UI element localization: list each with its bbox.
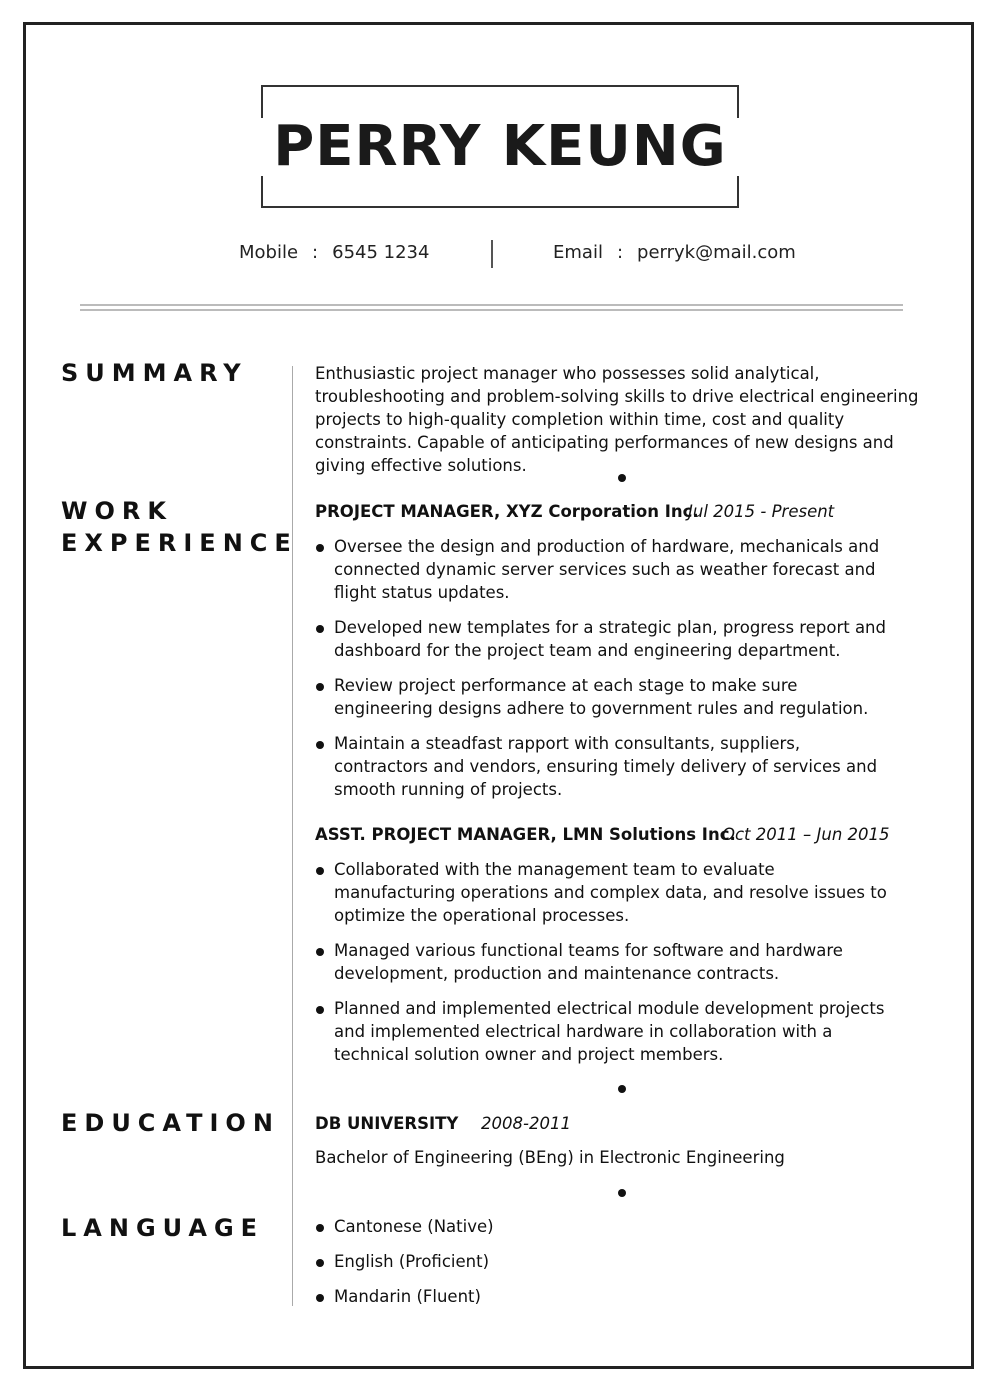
email-value: perryk@mail.com — [637, 242, 796, 263]
contact-divider — [491, 240, 493, 268]
list-item: Collaborated with the management team to evaluate manufacturing operations and complex data, and resolve issues to optimize the operational processes. — [315, 858, 895, 927]
mobile-label: Mobile — [239, 242, 299, 263]
job-title — [315, 823, 736, 846]
list-item: Mandarin (Fluent) — [315, 1285, 895, 1308]
column-divider — [292, 366, 293, 1306]
section-separator-dot — [618, 1085, 626, 1093]
summary-text: Enthusiastic project manager who possesses solid analytical, troubleshooting and problem-solving skills to drive electrical engineering projects to high-quality completion within time, cost and quality constraints. Capable of anticipating performances of new designs and giving effective solutions. — [315, 364, 919, 475]
list-item: Developed new templates for a strategic plan, progress report and dashboard for the project team and engineering department. — [315, 616, 895, 662]
section-title-language: LANGUAGE — [61, 1214, 265, 1242]
job-bullets — [315, 858, 895, 1078]
list-item: Maintain a steadfast rapport with consultants, suppliers, contractors and vendors, ensuring timely delivery of services and smooth running of projects. — [315, 732, 895, 801]
header-rule-top — [80, 304, 903, 306]
section-title-summary: SUMMARY — [61, 359, 248, 387]
section-title-experience: EXPERIENCE — [61, 529, 298, 557]
job-dates: Oct 2011 – Jun 2015 — [722, 825, 890, 844]
list-item: Planned and implemented electrical module development projects and implemented electrical hardware in collaboration with a technical solution owner and project members. — [315, 997, 895, 1066]
job-title-text: ASST. PROJECT MANAGER, LMN Solutions Inc. — [315, 825, 736, 844]
contact-mobile — [239, 241, 429, 265]
education-years: 2008-2011 — [481, 1114, 571, 1133]
email-label: Email — [553, 242, 603, 263]
contact-email — [553, 241, 796, 265]
section-separator-dot — [618, 1189, 626, 1197]
list-item: English (Proficient) — [315, 1250, 895, 1273]
job-bullets — [315, 535, 895, 813]
job-dates: Jul 2015 - Present — [688, 502, 835, 521]
header-rule-bottom — [80, 309, 903, 311]
candidate-name: PERRY KEUNG — [273, 114, 727, 179]
education-degree: Bachelor of Engineering (BEng) in Electronic Engineering — [315, 1148, 785, 1167]
job-title — [315, 500, 699, 523]
mobile-value: 6545 1234 — [332, 242, 430, 263]
list-item: Oversee the design and production of hardware, mechanicals and connected dynamic server services such as weather forecast and flight status updates. — [315, 535, 895, 604]
email-separator: : — [616, 242, 624, 263]
mobile-separator: : — [312, 242, 319, 263]
section-title-work: WORK — [61, 497, 173, 525]
list-item: Cantonese (Native) — [315, 1215, 895, 1238]
list-item: Review project performance at each stage to make sure engineering designs adhere to government rules and regulation. — [315, 674, 895, 720]
school-name: DB UNIVERSITY — [315, 1114, 459, 1133]
section-title-education: EDUCATION — [61, 1109, 280, 1137]
language-list — [315, 1215, 895, 1320]
education-school — [315, 1112, 458, 1135]
list-item: Managed various functional teams for software and hardware development, production and maintenance contracts. — [315, 939, 895, 985]
section-separator-dot — [618, 474, 626, 482]
job-title-text: PROJECT MANAGER, XYZ Corporation Inc. — [315, 502, 699, 521]
